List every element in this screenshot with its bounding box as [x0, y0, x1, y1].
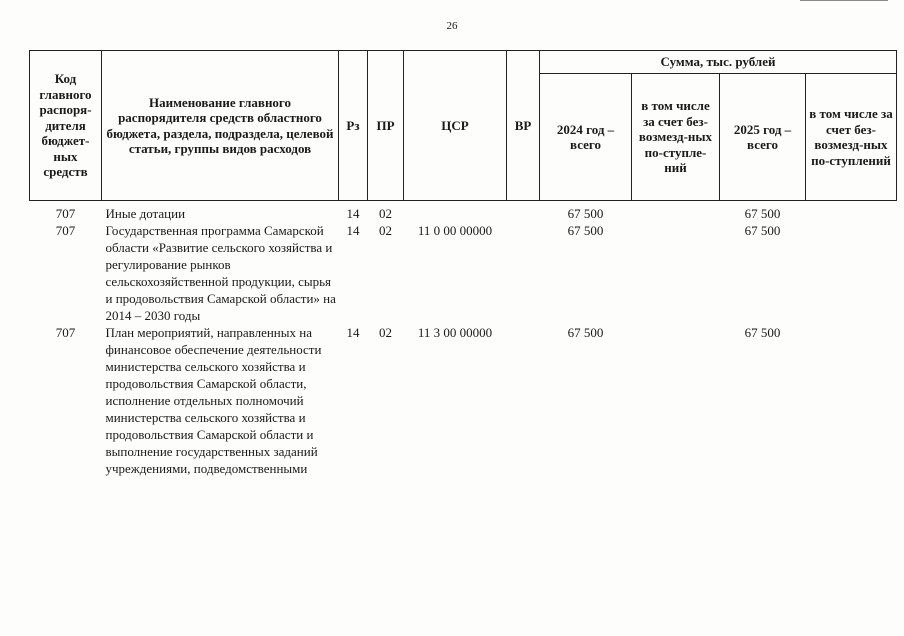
cell-code: 707 — [55, 223, 76, 238]
cell-pr: 02 — [379, 325, 392, 340]
table-row — [30, 324, 897, 477]
cell-csr: 11 0 00 00000 — [417, 223, 493, 238]
cell-2024-total: 67 500 — [567, 206, 604, 221]
cell-name: Государственная программа Самарской области «Развитие сельского хозяйства и регулирование рынков сельскохозяйственной продукции, сырья и продовольствия Самарской области» на 2014 – 2030 годы — [105, 223, 336, 323]
cell-pr: 02 — [379, 206, 392, 221]
cell-2025-total: 67 500 — [744, 325, 781, 340]
scan-edge-line — [800, 0, 888, 1]
cell-2024-free — [632, 324, 720, 477]
cell-2024-total: 67 500 — [567, 223, 604, 238]
header-2024-total: 2024 год – всего — [540, 74, 632, 201]
table-header-row — [30, 51, 897, 74]
cell-vr — [507, 324, 540, 477]
header-csr: ЦСР — [404, 51, 507, 201]
cell-2024-free — [632, 222, 720, 324]
cell-code: 707 — [55, 206, 76, 221]
header-2025-total: 2025 год – всего — [720, 74, 806, 201]
cell-rz: 14 — [346, 325, 360, 340]
header-2024-free: в том числе за счет без-возмезд-ных по-ступле-ний — [632, 74, 720, 201]
cell-csr — [404, 201, 507, 223]
table-row — [30, 222, 897, 324]
cell-2025-free — [806, 222, 897, 324]
cell-vr — [507, 222, 540, 324]
cell-code: 707 — [55, 325, 76, 340]
cell-2025-free — [806, 201, 897, 223]
header-code: Код главного распоря-дителя бюджет-ных средств — [30, 51, 102, 201]
cell-name: Иные дотации — [105, 206, 186, 221]
page-number: 26 — [446, 20, 458, 32]
cell-csr: 11 3 00 00000 — [417, 325, 493, 340]
header-2025-free: в том числе за счет без-возмезд-ных по-ступлений — [806, 74, 897, 201]
header-rz: Рз — [339, 51, 368, 201]
header-name: Наименование главного распорядителя средств областного бюджета, раздела, подраздела, целевой статьи, группы видов расходов — [102, 51, 339, 201]
cell-rz: 14 — [346, 206, 360, 221]
header-vr: ВР — [507, 51, 540, 201]
cell-2024-free — [632, 201, 720, 223]
header-pr: ПР — [368, 51, 404, 201]
header-sum: Сумма, тыс. рублей — [540, 51, 897, 74]
cell-2025-total: 67 500 — [744, 206, 781, 221]
table-row — [30, 201, 897, 223]
budget-table — [29, 50, 897, 477]
cell-vr — [507, 201, 540, 223]
cell-rz: 14 — [346, 223, 360, 238]
cell-2025-total: 67 500 — [744, 223, 781, 238]
cell-name: План мероприятий, направленных на финансовое обеспечение деятельности министерства сельского хозяйства и продовольствия Самарской области, исполнение отдельных полномочий министерства сельского хозяйства и продовольствия Самарской области и выполнение государственных заданий учреждениями, подведомственными — [105, 325, 322, 476]
cell-pr: 02 — [379, 223, 392, 238]
cell-2024-total: 67 500 — [567, 325, 604, 340]
cell-2025-free — [806, 324, 897, 477]
